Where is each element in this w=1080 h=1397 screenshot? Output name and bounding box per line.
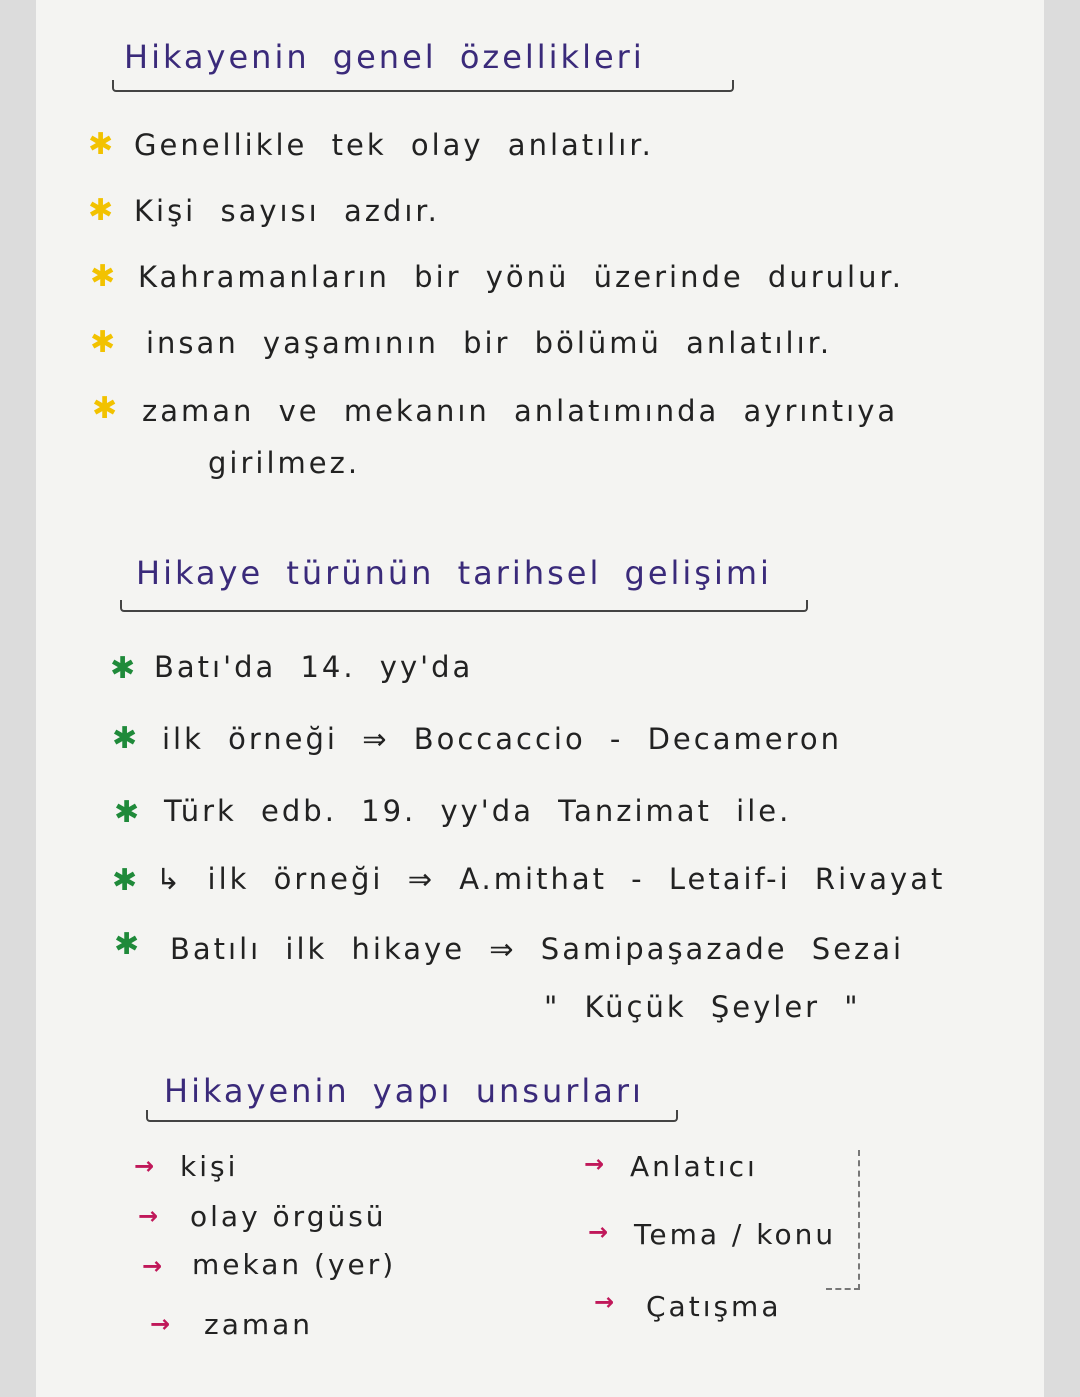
structure-item: Çatışma bbox=[646, 1290, 782, 1323]
section1-underline bbox=[112, 80, 734, 92]
section2-item-continuation: " Küçük Şeyler " bbox=[544, 990, 861, 1024]
arrow-icon: → bbox=[588, 1218, 609, 1246]
bullet-star-icon: ✱ bbox=[90, 259, 116, 294]
bullet-star-icon: ✱ bbox=[92, 391, 118, 426]
section1-item: Kahramanların bir yönü üzerinde durulur. bbox=[138, 260, 904, 294]
notebook-page bbox=[36, 0, 1044, 1397]
arrow-icon: → bbox=[134, 1152, 155, 1180]
section1-item: zaman ve mekanın anlatımında ayrıntıya bbox=[142, 394, 899, 428]
structure-item: Tema / konu bbox=[634, 1218, 837, 1251]
arrow-icon: → bbox=[584, 1150, 605, 1178]
bullet-star-icon: ✱ bbox=[114, 927, 140, 962]
bullet-star-icon: ✱ bbox=[90, 325, 116, 360]
section3-underline bbox=[146, 1110, 678, 1122]
structure-item: Anlatıcı bbox=[630, 1150, 758, 1183]
section3-title: Hikayenin yapı unsurları bbox=[164, 1072, 644, 1110]
structure-item: mekan (yer) bbox=[192, 1248, 397, 1281]
bullet-star-icon: ✱ bbox=[88, 127, 114, 162]
section2-item: Batılı ilk hikaye ⇒ Samipaşazade Sezai bbox=[170, 932, 905, 966]
bullet-star-icon: ✱ bbox=[88, 193, 114, 228]
structure-item: olay örgüsü bbox=[190, 1200, 387, 1233]
section1-item: Genellikle tek olay anlatılır. bbox=[134, 128, 654, 162]
section2-underline bbox=[120, 600, 808, 612]
arrow-icon: → bbox=[142, 1252, 163, 1280]
structure-item: kişi bbox=[180, 1150, 239, 1183]
section2-title: Hikaye türünün tarihsel gelişimi bbox=[136, 554, 772, 592]
arrow-icon: → bbox=[138, 1202, 159, 1230]
section2-item: ilk örneği ⇒ Boccaccio - Decameron bbox=[162, 722, 842, 756]
bullet-star-icon: ✱ bbox=[110, 651, 136, 686]
section2-item: Batı'da 14. yy'da bbox=[154, 650, 474, 684]
section2-item: ↳ ilk örneği ⇒ A.mithat - Letaif-i Rivayat bbox=[156, 862, 946, 896]
section2-item: Türk edb. 19. yy'da Tanzimat ile. bbox=[164, 794, 792, 828]
arrow-icon: → bbox=[150, 1310, 171, 1338]
section1-item-continuation: girilmez. bbox=[208, 446, 361, 480]
section1-item: Kişi sayısı azdır. bbox=[134, 194, 440, 228]
structure-item: zaman bbox=[204, 1308, 314, 1341]
bullet-star-icon: ✱ bbox=[112, 721, 138, 756]
bullet-star-icon: ✱ bbox=[114, 795, 140, 830]
section1-item: insan yaşamının bir bölümü anlatılır. bbox=[146, 326, 833, 360]
section1-title: Hikayenin genel özellikleri bbox=[124, 38, 645, 76]
structure-bracket bbox=[826, 1150, 860, 1290]
bullet-star-icon: ✱ bbox=[112, 863, 138, 898]
arrow-icon: → bbox=[594, 1288, 615, 1316]
